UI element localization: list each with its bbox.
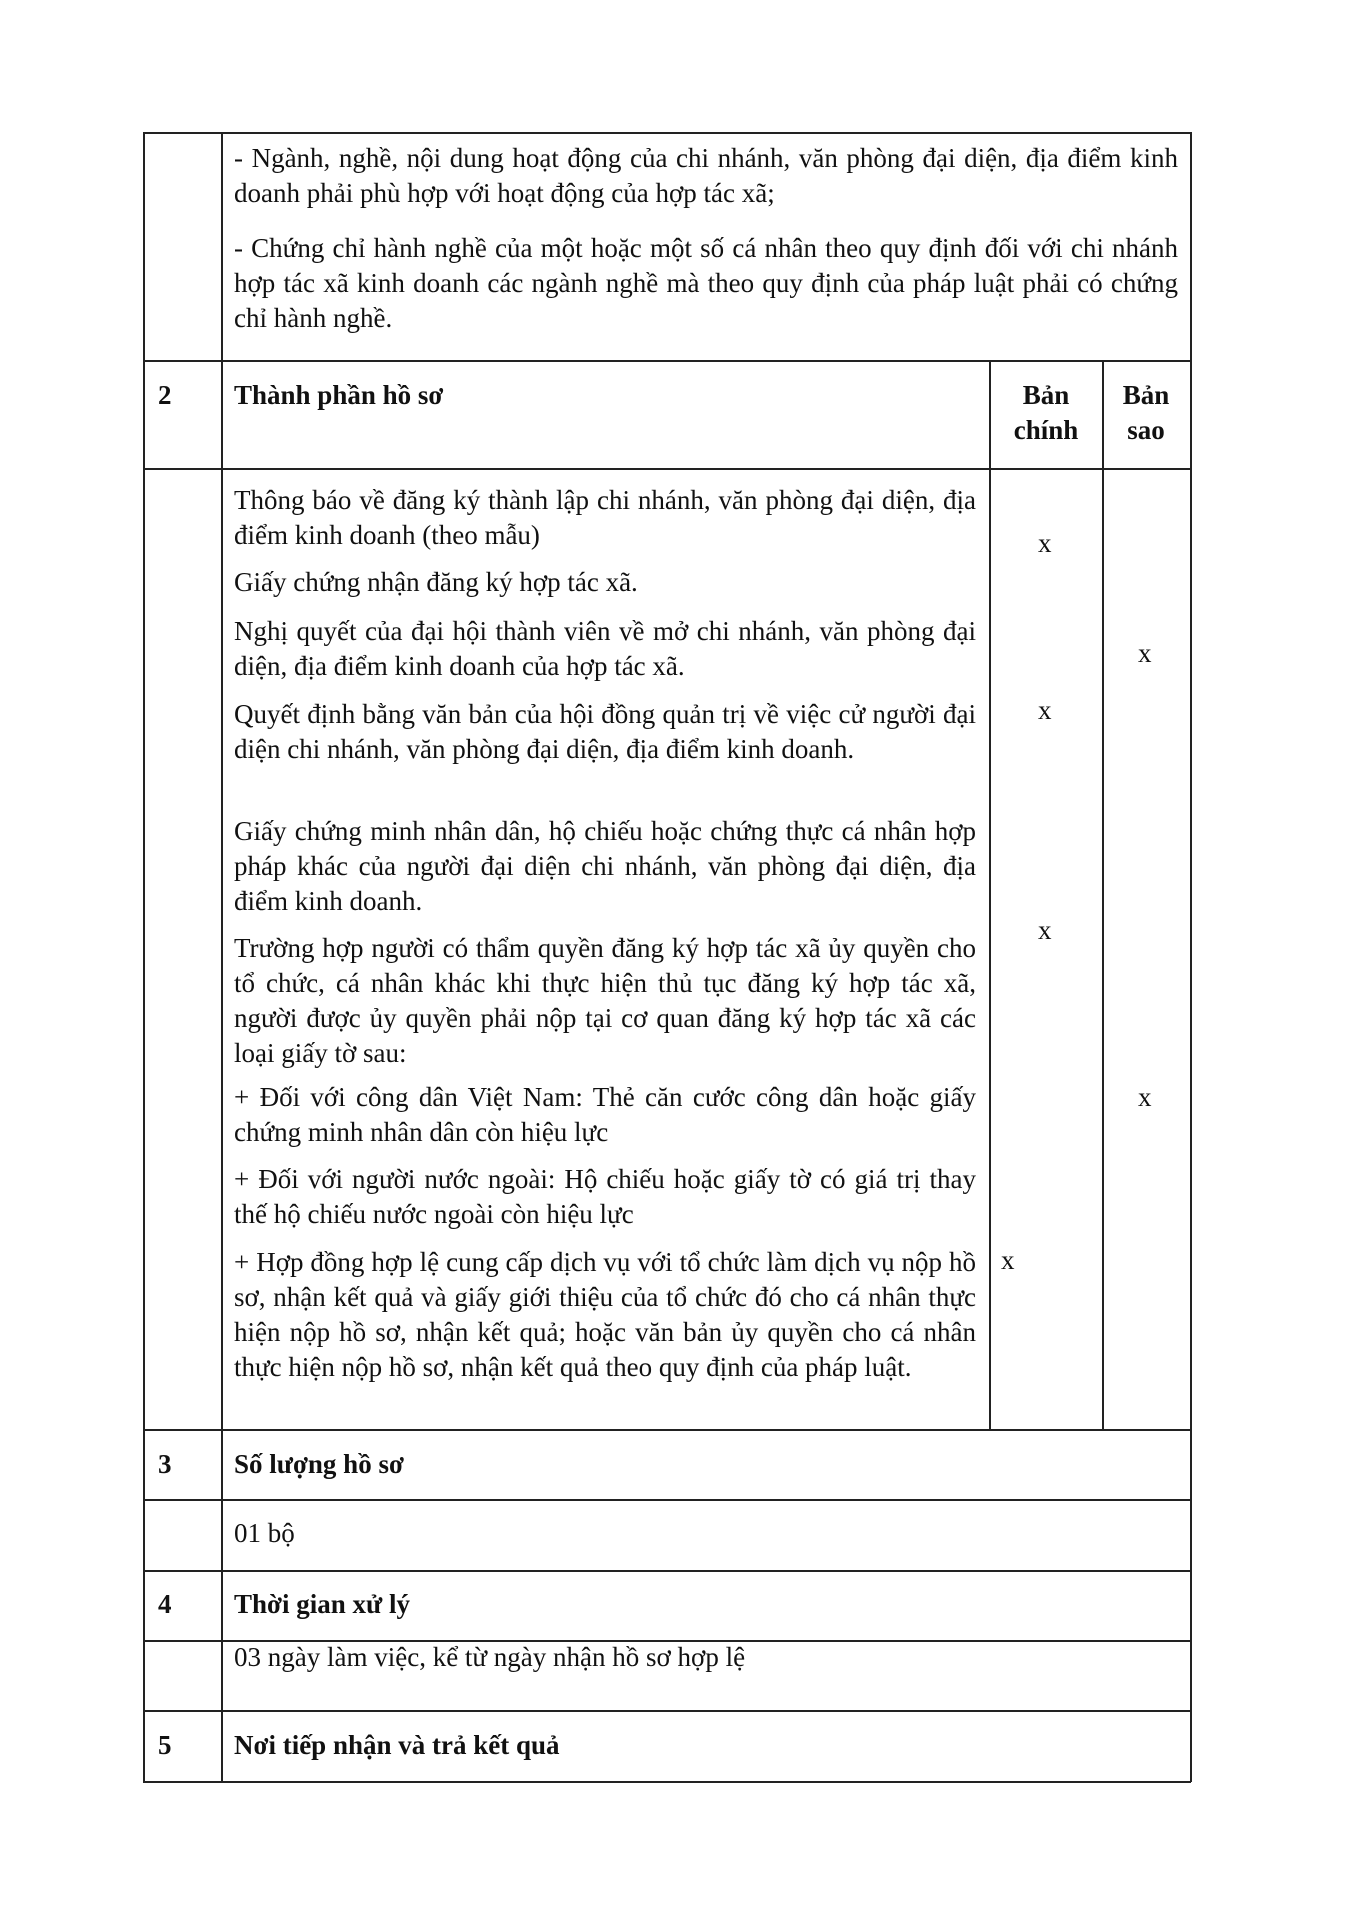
row-number: 3 <box>158 1449 172 1479</box>
section-value: 03 ngày làm việc, kể từ ngày nhận hồ sơ hợp lệ <box>234 1642 746 1672</box>
document-item: Giấy chứng nhận đăng ký hợp tác xã. <box>234 567 638 597</box>
check-mark: x <box>1138 1082 1152 1112</box>
column-header-original: Bản chính <box>1013 380 1079 445</box>
check-mark: x <box>1138 638 1152 668</box>
section-title: Thành phần hồ sơ <box>234 380 444 410</box>
column-header-copy: Bản sao <box>1122 380 1170 445</box>
table-border-column-copy <box>1102 360 1104 1429</box>
table-border-column-1 <box>221 132 223 1782</box>
section-title: Thời gian xử lý <box>234 1589 410 1619</box>
document-item: + Đối với người nước ngoài: Hộ chiếu hoặc giấy tờ có giá trị thay thế hộ chiếu nước ngoài còn hiệu lực <box>234 1164 976 1229</box>
row-divider-4 <box>143 1570 1191 1572</box>
row-divider-2 <box>143 360 1191 362</box>
document-item: Thông báo về đăng ký thành lập chi nhánh, văn phòng đại diện, địa điểm kinh doanh (theo mẫu) <box>234 485 976 550</box>
table-border-bottom <box>143 1781 1191 1783</box>
table-border-column-original <box>989 360 991 1429</box>
row-number: 4 <box>158 1589 172 1619</box>
row-divider-3 <box>143 1429 1191 1431</box>
row-number: 5 <box>158 1730 172 1760</box>
table-border-right <box>1190 132 1192 1782</box>
table-border-left <box>143 132 145 1782</box>
check-mark: x <box>1038 695 1052 725</box>
row-divider-5 <box>143 1710 1191 1712</box>
row-number: 2 <box>158 380 172 410</box>
check-mark: x <box>1038 915 1052 945</box>
section-title: Số lượng hồ sơ <box>234 1449 404 1479</box>
section-title: Nơi tiếp nhận và trả kết quả <box>234 1730 560 1760</box>
row-divider-3-content <box>143 1499 1191 1501</box>
check-mark: x <box>1038 528 1052 558</box>
document-item: Giấy chứng minh nhân dân, hộ chiếu hoặc chứng thực cá nhân hợp pháp khác của người đại diện chi nhánh, văn phòng đại diện, địa điểm kinh doanh. <box>234 816 976 916</box>
document-item: Quyết định bằng văn bản của hội đồng quản trị về việc cử người đại diện chi nhánh, văn phòng đại diện, địa điểm kinh doanh. <box>234 699 976 764</box>
document-item: + Hợp đồng hợp lệ cung cấp dịch vụ với tổ chức làm dịch vụ nộp hồ sơ, nhận kết quả và giấy giới thiệu của tổ chức đó cho cá nhân thực hiện nộp hồ sơ, nhận kết quả; hoặc văn bản ủy quyền cho cá nhân thực hiện nộp hồ sơ, nhận kết quả theo quy định của pháp luật. <box>234 1247 976 1382</box>
requirement-paragraph: - Chứng chỉ hành nghề của một hoặc một số cá nhân theo quy định đối với chi nhánh hợp tác xã kinh doanh các ngành nghề mà theo quy định của pháp luật phải có chứng chỉ hành nghề. <box>234 233 1178 333</box>
row-divider-2-header <box>143 468 1191 470</box>
check-mark: x <box>1001 1245 1015 1275</box>
table-border-top <box>143 132 1191 134</box>
document-item: Trường hợp người có thẩm quyền đăng ký hợp tác xã ủy quyền cho tổ chức, cá nhân khác khi thực hiện thủ tục đăng ký hợp tác xã, người được ủy quyền phải nộp tại cơ quan đăng ký hợp tác xã các loại giấy tờ sau: <box>234 933 976 1068</box>
section-value: 01 bộ <box>234 1518 295 1548</box>
document-item: + Đối với công dân Việt Nam: Thẻ căn cước công dân hoặc giấy chứng minh nhân dân còn hiệu lực <box>234 1082 976 1147</box>
requirement-paragraph: - Ngành, nghề, nội dung hoạt động của chi nhánh, văn phòng đại diện, địa điểm kinh doanh phải phù hợp với hoạt động của hợp tác xã; <box>234 143 1178 208</box>
document-item: Nghị quyết của đại hội thành viên về mở chi nhánh, văn phòng đại diện, địa điểm kinh doanh của hợp tác xã. <box>234 616 976 681</box>
